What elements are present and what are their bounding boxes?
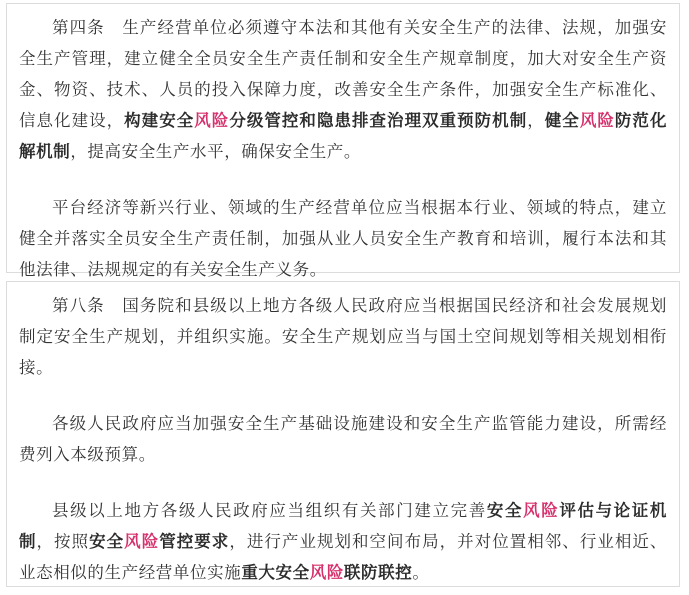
risk-highlight: 风险 [579,111,615,130]
risk-highlight: 风险 [309,563,344,582]
text-segment: ，进行产业规划和空间布局，并对位置相邻、行业相近、业态相似的生产经营单位实施 [19,532,668,582]
text-segment: 县级以上地方各级人民政府应当组织有关部门建立完善 [52,501,487,520]
bold-text: 分级管控和隐患排查治理双重预防机制 [229,111,528,130]
risk-highlight: 风险 [124,532,160,551]
article-8-paragraph-3 [19,495,667,588]
article-8-paragraph-2 [19,408,667,470]
text-segment: ， [527,111,545,130]
bold-text-segment [241,563,412,582]
article-8-paragraph-1 [19,290,667,383]
text-segment: 平台经济等新兴行业、领域的生产经营单位应当根据本行业、领域的特点，建立健全并落实全员安全生产责任制，加强从业人员安全生产教育和培训，履行本法和其他法律、法规规定的有关安全生产义务。 [19,198,667,279]
bold-text-segment [124,111,527,130]
article-4-paragraph-2 [19,192,667,285]
bold-text: 联防联控 [343,563,413,582]
bold-text: 管控要求 [159,532,230,551]
text-segment: ，按照 [36,532,90,551]
bold-text: 评估与论证机制 [19,501,668,551]
bold-text: 安全 [486,501,524,520]
text-segment: 第八条 国务院和县级以上地方各级人民政府应当根据国民经济和社会发展规划制定安全生产规划，并组织实施。安全生产规划应当与国土空间规划等相关规划相衔接。 [19,296,667,377]
article-4-paragraph-1 [19,12,667,167]
bold-text: 防范化解机制 [19,111,668,161]
bold-text: 健全 [544,111,580,130]
article-8-panel [6,281,680,587]
text-segment: 第四条 生产经营单位必须遵守本法和其他有关安全生产的法律、法规，加强安全生产管理，建立健全全员安全生产责任制和安全生产规章制度，加大对安全生产资金、物资、技术、人员的投入保障力度，改善安全生产条件，加强安全生产标准化、信息化建设， [19,18,667,130]
text-segment: 各级人民政府应当加强安全生产基础设施建设和安全生产监管能力建设，所需经费列入本级预算。 [19,414,667,464]
bold-text-segment [89,532,229,551]
risk-highlight: 风险 [194,111,230,130]
bold-text: 安全 [89,532,125,551]
bold-text: 构建安全 [124,111,195,130]
risk-highlight: 风险 [523,501,560,520]
text-segment: 。 [412,563,430,582]
text-segment: ，提高安全生产水平，确保安全生产。 [70,142,362,161]
bold-text: 重大安全 [241,563,310,582]
article-4-panel [6,3,680,279]
